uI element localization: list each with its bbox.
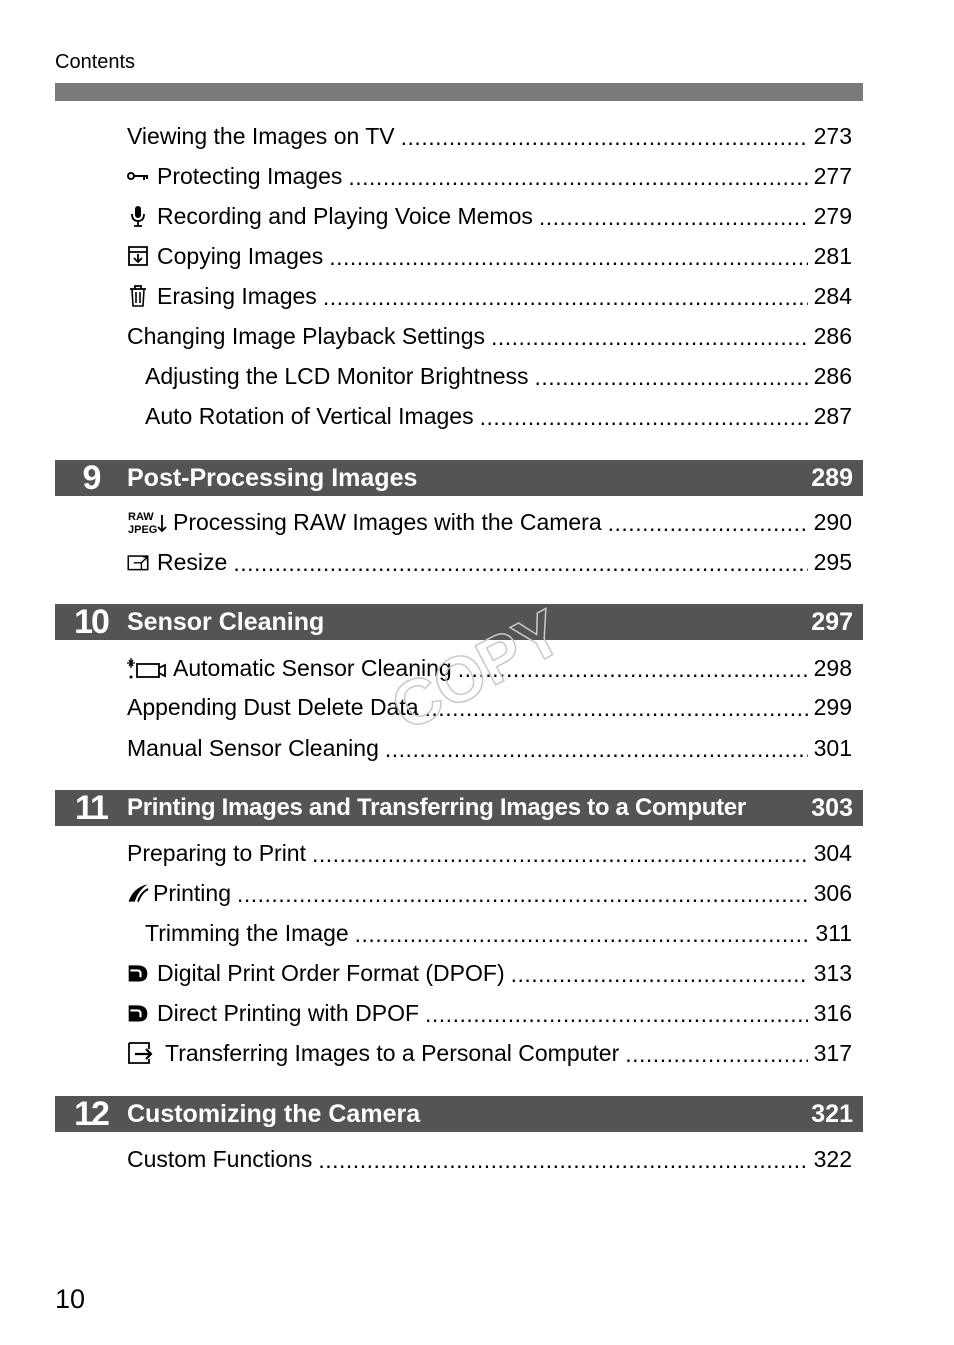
dot-leader — [535, 364, 808, 388]
dot-leader — [237, 881, 808, 905]
chapter-number: 11 — [75, 788, 107, 827]
chapter-title: Customizing the Camera — [127, 1099, 421, 1128]
toc-entry-copying[interactable]: Copying Images ..... 281 — [127, 242, 852, 270]
toc-entry-custom-functions[interactable]: Custom Functions ..... 322 — [127, 1145, 852, 1173]
print-order-icon — [127, 961, 149, 985]
header-divider-bar — [55, 83, 863, 101]
toc-entry-transfer-pc[interactable]: Transferring Images to a Personal Computer ..... 317 — [127, 1039, 852, 1067]
toc-entry-voice-memos[interactable]: Recording and Playing Voice Memos ..... 279 — [127, 202, 852, 230]
dot-leader — [385, 736, 808, 760]
trash-icon — [127, 284, 149, 308]
chapter-heading-9[interactable] — [55, 460, 863, 496]
toc-entry-dpof[interactable]: Digital Print Order Format (DPOF) ..... 313 — [127, 959, 852, 987]
chapter-title: Sensor Cleaning — [127, 607, 325, 636]
dot-leader — [491, 324, 808, 348]
key-icon — [127, 164, 149, 188]
sensor-clean-icon — [127, 656, 167, 680]
dot-leader — [318, 1147, 807, 1171]
dot-leader — [458, 656, 808, 680]
chapter-page: 297 — [811, 607, 853, 636]
copy-card-icon — [127, 244, 149, 268]
pictbridge-icon — [127, 881, 149, 905]
resize-icon — [127, 550, 149, 574]
copy-watermark: COPY — [380, 595, 574, 745]
chapter-heading-11[interactable] — [55, 790, 863, 826]
chapter-page: 303 — [811, 793, 853, 822]
chapter-number: 10 — [74, 602, 108, 641]
chapter-heading-10[interactable] — [55, 604, 863, 640]
toc-entry-preparing-print[interactable]: Preparing to Print ..... 304 — [127, 839, 852, 867]
dot-leader — [480, 404, 808, 428]
chapter-title: Post-Processing Images — [127, 463, 418, 492]
dot-leader — [539, 204, 808, 228]
jpeg-label: JPEG — [128, 524, 158, 535]
dot-leader — [348, 164, 807, 188]
toc-entry-resize[interactable]: Resize ..... 295 — [127, 548, 852, 576]
chapter-page: 289 — [811, 463, 853, 492]
dot-leader — [329, 244, 807, 268]
toc-entry-auto-rotation[interactable]: Auto Rotation of Vertical Images ..... 287 — [145, 402, 852, 430]
toc-entry-erasing[interactable]: Erasing Images ..... 284 — [127, 282, 852, 310]
toc-entry-dust-delete-data[interactable]: Appending Dust Delete Data ..... 299 — [127, 693, 852, 721]
chapter-page: 321 — [811, 1099, 853, 1128]
dot-leader — [323, 284, 808, 308]
chapter-number: 9 — [82, 458, 100, 497]
dot-leader — [425, 1001, 808, 1025]
chapter-title: Printing Images and Transferring Images to a Computer — [127, 794, 746, 821]
page-number: 10 — [55, 1284, 86, 1314]
dot-leader — [608, 510, 808, 534]
toc-entry-printing[interactable]: Printing ..... 306 — [127, 879, 852, 907]
toc-entry-lcd-brightness[interactable]: Adjusting the LCD Monitor Brightness ..... 286 — [145, 362, 852, 390]
dot-leader — [425, 695, 808, 719]
dot-leader — [233, 550, 807, 574]
toc-entry-protecting[interactable]: Protecting Images ..... 277 — [127, 162, 852, 190]
toc-entry-playback-settings[interactable]: Changing Image Playback Settings ..... 286 — [127, 322, 852, 350]
toc-entry-trimming[interactable]: Trimming the Image ..... 311 — [145, 919, 852, 947]
microphone-icon — [127, 204, 149, 228]
toc-entry-manual-sensor-cleaning[interactable]: Manual Sensor Cleaning ..... 301 — [127, 734, 852, 762]
dot-leader — [312, 841, 808, 865]
raw-label: RAW — [128, 511, 154, 523]
dot-leader — [511, 961, 808, 985]
toc-entry-direct-dpof[interactable]: Direct Printing with DPOF ..... 316 — [127, 999, 852, 1027]
print-order-icon — [127, 1001, 149, 1025]
dot-leader — [401, 124, 808, 148]
toc-entry-raw-processing[interactable]: RAW JPEG Processing RAW Images with the Camera ..... 290 — [127, 508, 852, 536]
transfer-icon — [127, 1041, 157, 1065]
toc-entry-auto-sensor-cleaning[interactable]: Automatic Sensor Cleaning ..... 298 — [127, 654, 852, 682]
raw-jpeg-icon — [127, 510, 167, 534]
running-head: Contents — [55, 51, 136, 73]
dot-leader — [625, 1041, 807, 1065]
toc-entry-viewing-tv[interactable]: Viewing the Images on TV ..... 273 — [127, 122, 852, 150]
dot-leader — [355, 921, 810, 945]
chapter-number: 12 — [74, 1094, 108, 1133]
chapter-heading-12[interactable] — [55, 1096, 863, 1132]
